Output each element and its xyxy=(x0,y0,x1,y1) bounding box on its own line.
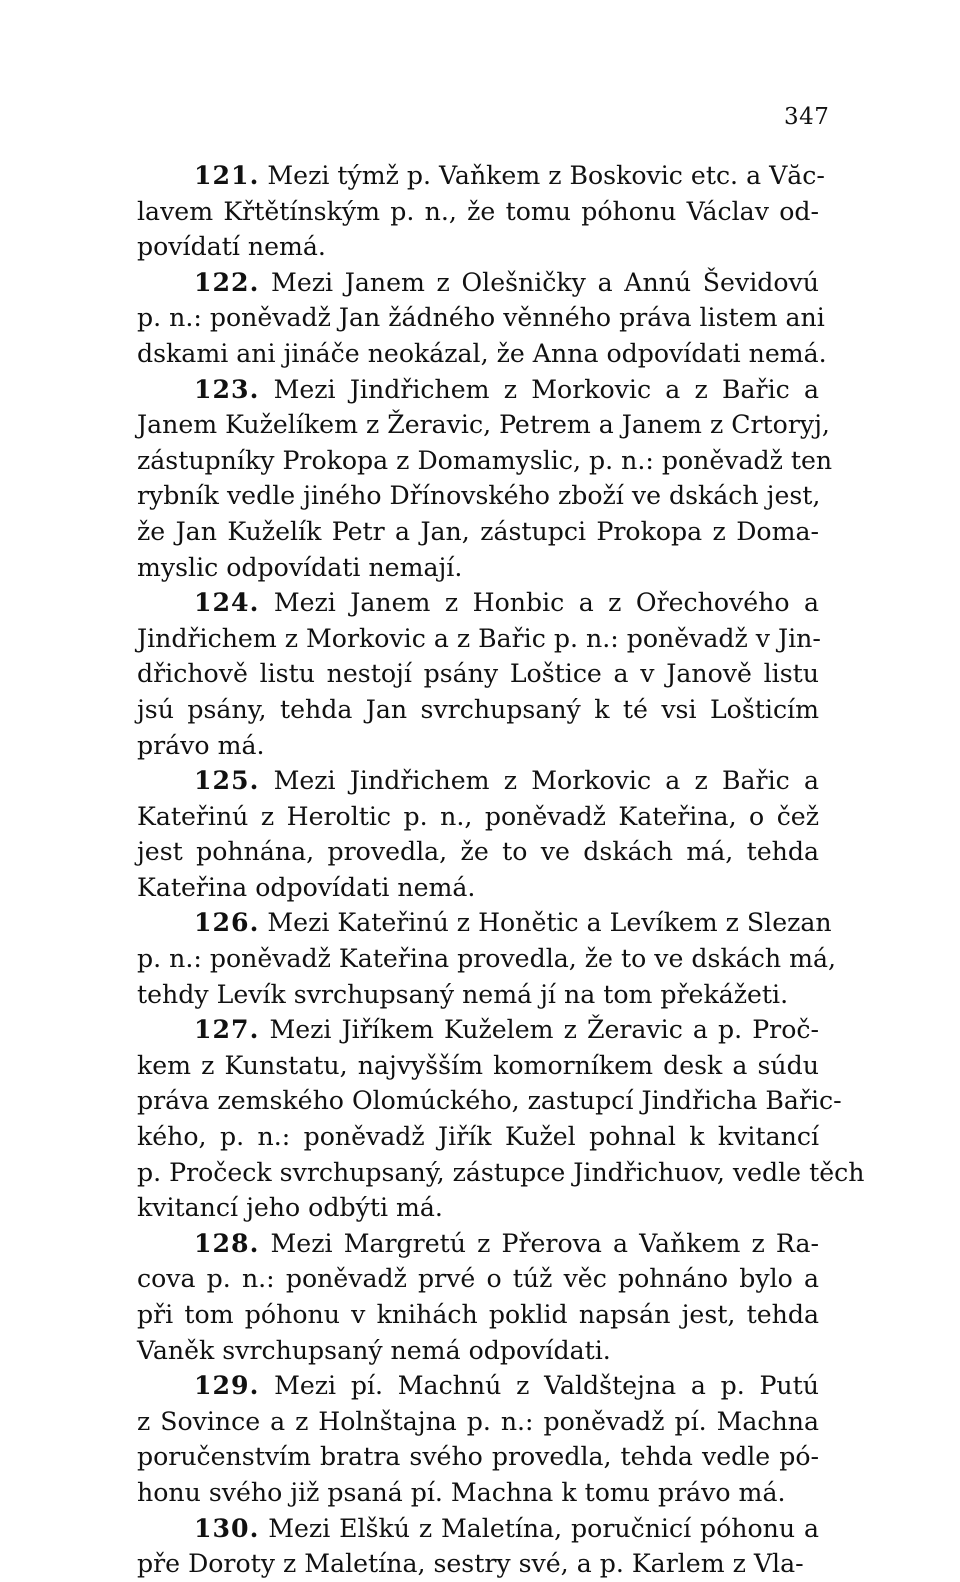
entry-number: 128. xyxy=(194,1227,260,1258)
page-number: 347 xyxy=(784,104,830,130)
text-line xyxy=(137,1404,819,1440)
line-text: pře Doroty z Maletína, sestry své, a p. Karlem z Vla- xyxy=(137,1549,804,1579)
text-line xyxy=(137,1333,819,1369)
line-text: při tom póhonu v knihách poklid napsán jest, tehda xyxy=(137,1300,819,1329)
line-text: dskami ani jináče neokázal, že Anna odpovídati nemá. xyxy=(137,338,827,368)
text-line xyxy=(137,1083,842,1119)
entry-first-line xyxy=(137,1368,819,1404)
text-line xyxy=(137,1439,819,1475)
body-text xyxy=(137,158,865,1582)
line-text: jsú psány, tehda Jan svrchupsaný k té vsi Lošticím xyxy=(137,694,819,724)
line-text: poručenstvím bratra svého provedla, tehda vedle pó- xyxy=(137,1442,819,1472)
line-text: kvitancí jeho odbýti má. xyxy=(137,1193,443,1223)
line-text: Mezi Kateřinú z Honětic a Levíkem z Slezan xyxy=(267,908,832,938)
entry-first-line xyxy=(137,158,825,194)
text-line xyxy=(137,656,819,692)
text-line xyxy=(137,1190,819,1226)
entry-first-line xyxy=(137,1012,819,1048)
text-line xyxy=(137,336,827,372)
text-line xyxy=(137,941,836,977)
line-text: povídatí nemá. xyxy=(137,232,326,262)
line-text: že Jan Kuželík Petr a Jan, zástupci Prokopa z Doma- xyxy=(137,516,819,546)
text-line xyxy=(137,550,819,586)
line-text: Mezi Elškú z Maletína, poručnicí póhonu a xyxy=(268,1513,819,1543)
line-text: Mezi Janem z Honbic a z Ořechového a xyxy=(273,588,819,618)
entry-number: 121. xyxy=(194,160,260,190)
line-text: Mezi Jiříkem Kuželem z Žeravic a p. Proč- xyxy=(269,1015,819,1045)
text-line xyxy=(137,1048,819,1084)
entry-number: 125. xyxy=(194,765,260,796)
line-text: dřichově listu nestojí psány Loštice a v Janově listu xyxy=(137,659,819,689)
line-text: Mezi týmž p. Vaňkem z Boskovic etc. a Văc- xyxy=(267,161,825,190)
entry-first-line xyxy=(137,265,819,301)
text-line xyxy=(137,870,819,906)
line-text: Jindřichem z Morkovic a z Bařic p. n.: poněvadž v Jin- xyxy=(137,623,821,653)
line-text: zástupníky Prokopa z Domamyslic, p. n.: poněvadž ten xyxy=(137,445,833,475)
line-text: Kateřina odpovídati nemá. xyxy=(137,872,476,902)
entry-first-line xyxy=(137,763,819,799)
text-line xyxy=(137,443,833,479)
line-text: právo má. xyxy=(137,730,265,760)
entry-first-line xyxy=(137,1511,819,1547)
line-text: Kateřinú z Heroltic p. n., poněvadž Kateřina, o čež xyxy=(137,801,819,831)
line-text: rybník vedle jiného Dřínovského zboží ve dskách jest, xyxy=(137,481,821,511)
text-line xyxy=(137,692,819,728)
line-text: p. Pročeck svrchupsaný, zástupce Jindřichuov, vedle těch xyxy=(137,1157,865,1187)
line-text: kého, p. n.: poněvadž Jiřík Kužel pohnal k kvitancí xyxy=(137,1122,819,1152)
entry-number: 126. xyxy=(194,907,260,938)
text-line xyxy=(137,728,819,764)
text-line xyxy=(137,1297,819,1333)
line-text: práva zemského Olomúckého, zastupcí Jindřicha Bařic- xyxy=(137,1086,842,1116)
entry-number: 124. xyxy=(194,587,260,618)
text-line xyxy=(137,478,819,514)
text-line xyxy=(137,1155,865,1191)
line-text: z Sovince a z Holnštajna p. n.: poněvadž pí. Machna xyxy=(137,1406,819,1436)
line-text: lavem Křtětínským p. n., že tomu póhonu Václav od- xyxy=(137,196,819,226)
entry-number: 130. xyxy=(194,1512,260,1543)
line-text: myslic odpovídati nemají. xyxy=(137,552,463,582)
text-line xyxy=(137,1261,819,1297)
text-line xyxy=(137,799,819,835)
line-text: Mezi Janem z Olešničky a Annú Ševidovú xyxy=(271,267,819,297)
line-text: kem z Kunstatu, najvyšším komorníkem desk a súdu xyxy=(137,1050,819,1080)
text-line xyxy=(137,1119,819,1155)
line-text: Mezi pí. Machnú z Valdštejna a p. Putú xyxy=(274,1371,819,1401)
text-line xyxy=(137,1475,819,1511)
line-text: honu svého již psaná pí. Machna k tomu právo má. xyxy=(137,1477,786,1507)
text-line xyxy=(137,514,819,550)
entry-number: 122. xyxy=(194,266,260,297)
entry-number: 129. xyxy=(194,1370,260,1401)
line-text: Mezi Jindřichem z Morkovic a z Bařic a xyxy=(273,374,819,404)
line-text: tehdy Levík svrchupsaný nemá jí na tom překážeti. xyxy=(137,979,789,1009)
text-line xyxy=(137,407,830,443)
entry-number: 127. xyxy=(194,1014,260,1045)
text-line xyxy=(137,1546,819,1582)
entry-first-line xyxy=(137,905,832,941)
line-text: p. n.: poněvadž Jan žádného věnného práva listem ani xyxy=(137,303,825,333)
entry-first-line xyxy=(137,1226,819,1262)
text-line xyxy=(137,229,819,265)
text-line xyxy=(137,300,825,336)
line-text: cova p. n.: poněvadž prvé o túž věc pohnáno bylo a xyxy=(137,1264,819,1294)
entry-number: 123. xyxy=(194,373,260,404)
line-text: Vaněk svrchupsaný nemá odpovídati. xyxy=(137,1335,611,1365)
line-text: Janem Kuželíkem z Žeravic, Petrem a Janem z Crtoryj, xyxy=(137,410,830,440)
line-text: Mezi Jindřichem z Morkovic a z Bařic a xyxy=(273,766,819,796)
entry-first-line xyxy=(137,372,819,408)
line-text: Mezi Margretú z Přerova a Vaňkem z Ra- xyxy=(270,1228,819,1258)
entry-first-line xyxy=(137,585,819,621)
text-line xyxy=(137,194,819,230)
line-text: jest pohnána, provedla, že to ve dskách má, tehda xyxy=(137,837,819,867)
text-line xyxy=(137,621,819,657)
line-text: p. n.: poněvadž Kateřina provedla, že to ve dskách má, xyxy=(137,944,836,974)
text-line xyxy=(137,834,819,870)
text-line xyxy=(137,977,819,1013)
